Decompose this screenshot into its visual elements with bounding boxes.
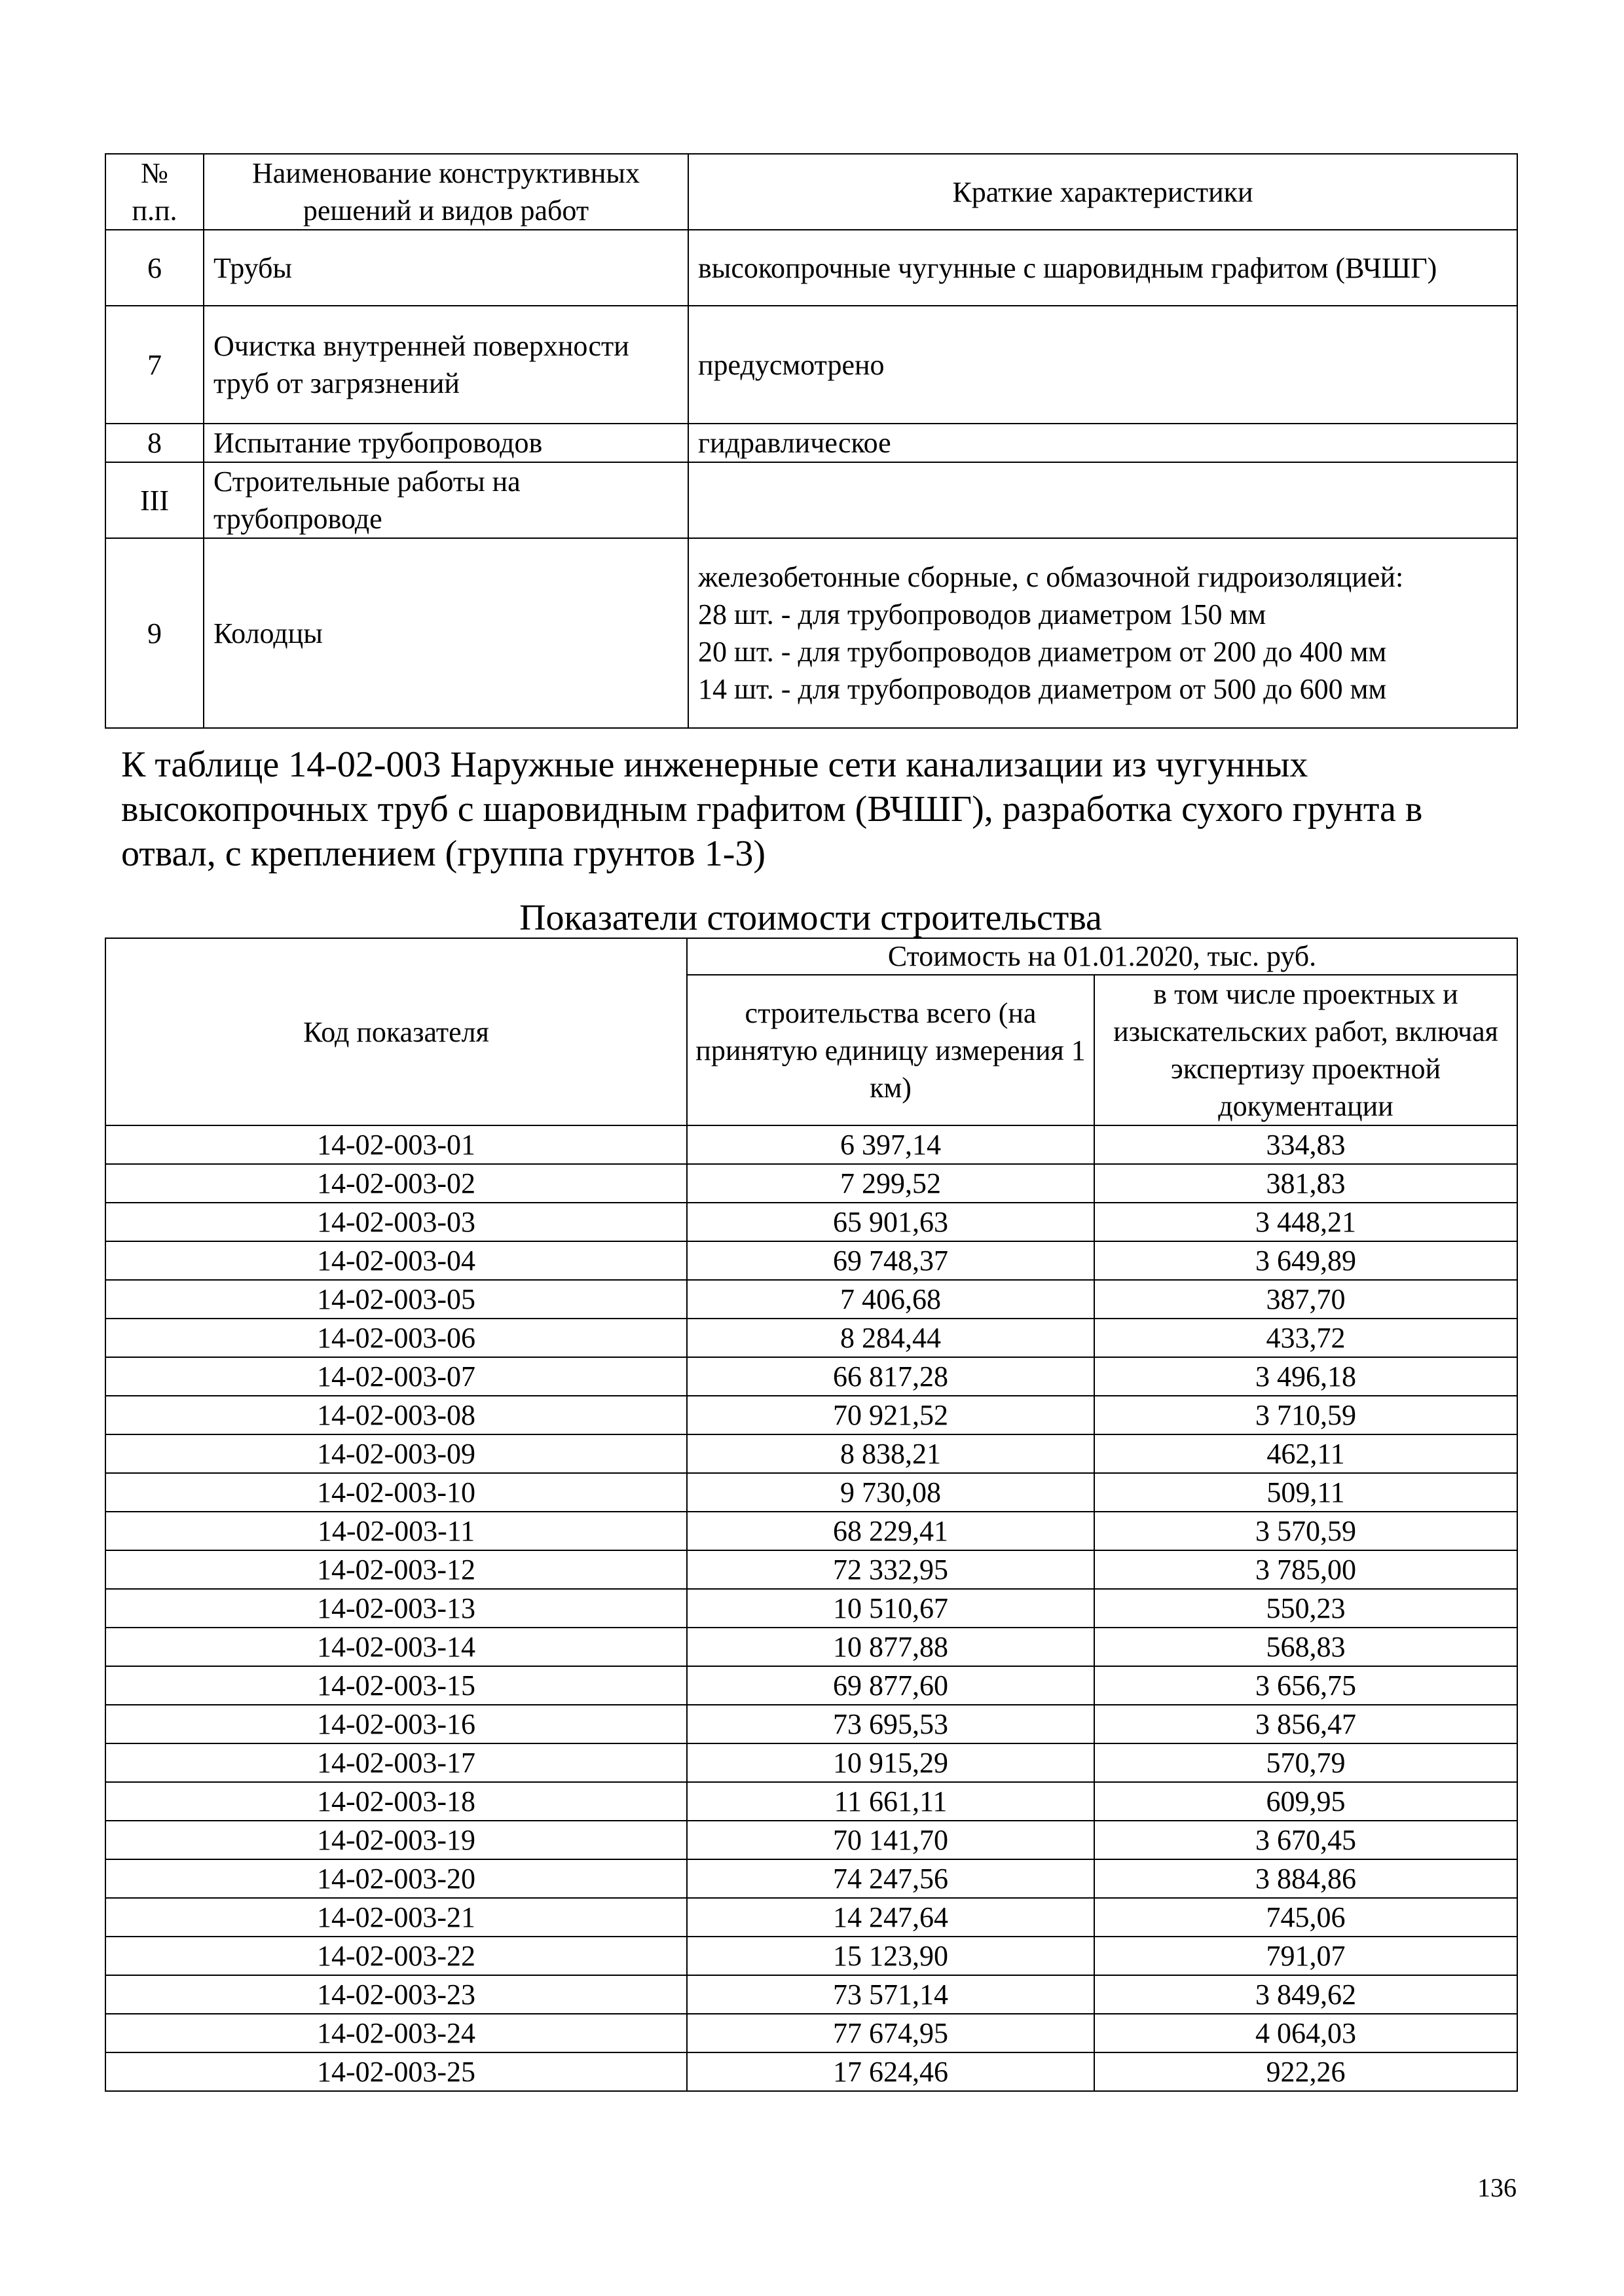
total-cost-value: 65 901,63	[687, 1203, 1094, 1241]
design-cost-value: 334,83	[1094, 1125, 1517, 1164]
design-cost-value: 922,26	[1094, 2052, 1517, 2091]
design-cost-value: 3 670,45	[1094, 1821, 1517, 1859]
table2-header-row	[105, 938, 1517, 975]
design-cost-value: 387,70	[1094, 1280, 1517, 1319]
indicator-code: 14-02-003-11	[105, 1512, 687, 1550]
design-cost-value: 462,11	[1094, 1434, 1517, 1473]
row-number: 7	[105, 306, 204, 424]
table-row	[105, 1550, 1517, 1589]
indicator-code: 14-02-003-15	[105, 1666, 687, 1705]
indicator-code: 14-02-003-08	[105, 1396, 687, 1434]
table-row	[105, 1666, 1517, 1705]
header-characteristics: Краткие характеристики	[688, 154, 1517, 230]
indicator-code: 14-02-003-24	[105, 2014, 687, 2052]
total-cost-value: 73 695,53	[687, 1705, 1094, 1743]
table-row	[105, 1898, 1517, 1937]
total-cost-value: 10 877,88	[687, 1628, 1094, 1666]
table-row	[105, 1975, 1517, 2014]
indicator-code: 14-02-003-20	[105, 1859, 687, 1898]
total-cost-value: 7 406,68	[687, 1280, 1094, 1319]
design-cost-value: 3 496,18	[1094, 1357, 1517, 1396]
row-work-name: Испытание трубопроводов	[204, 424, 688, 462]
total-cost-value: 10 915,29	[687, 1743, 1094, 1782]
table-row	[105, 1280, 1517, 1319]
table-row	[105, 1782, 1517, 1821]
design-cost-value: 3 884,86	[1094, 1859, 1517, 1898]
indicator-code: 14-02-003-10	[105, 1473, 687, 1512]
cost-indicators-table	[105, 938, 1518, 2092]
table-row	[105, 1705, 1517, 1743]
indicator-code: 14-02-003-06	[105, 1319, 687, 1357]
row-number: 8	[105, 424, 204, 462]
characteristic-line: гидравлическое	[698, 427, 891, 459]
table-row	[105, 306, 1517, 424]
indicator-code: 14-02-003-16	[105, 1705, 687, 1743]
total-cost-value: 66 817,28	[687, 1357, 1094, 1396]
design-cost-value: 3 710,59	[1094, 1396, 1517, 1434]
header-num: № п.п.	[105, 154, 204, 230]
table-row	[105, 1473, 1517, 1512]
table-row	[105, 230, 1517, 306]
table-row	[105, 1628, 1517, 1666]
indicator-code: 14-02-003-22	[105, 1937, 687, 1975]
page-number: 136	[1477, 2173, 1517, 2202]
design-cost-value: 570,79	[1094, 1743, 1517, 1782]
design-cost-value: 381,83	[1094, 1164, 1517, 1203]
characteristic-line: предусмотрено	[698, 348, 885, 381]
table-row	[105, 538, 1517, 728]
header-cost-group: Стоимость на 01.01.2020, тыс. руб.	[687, 938, 1517, 975]
total-cost-value: 10 510,67	[687, 1589, 1094, 1628]
total-cost-value: 11 661,11	[687, 1782, 1094, 1821]
header-code: Код показателя	[105, 938, 687, 1125]
total-cost-value: 15 123,90	[687, 1937, 1094, 1975]
table-row	[105, 1164, 1517, 1203]
total-cost-value: 6 397,14	[687, 1125, 1094, 1164]
table-row	[105, 2052, 1517, 2091]
design-cost-value: 433,72	[1094, 1319, 1517, 1357]
design-cost-value: 791,07	[1094, 1937, 1517, 1975]
indicator-code: 14-02-003-05	[105, 1280, 687, 1319]
design-cost-value: 4 064,03	[1094, 2014, 1517, 2052]
indicator-code: 14-02-003-25	[105, 2052, 687, 2091]
design-cost-value: 3 448,21	[1094, 1203, 1517, 1241]
total-cost-value: 69 877,60	[687, 1666, 1094, 1705]
indicator-code: 14-02-003-12	[105, 1550, 687, 1589]
table-row	[105, 1821, 1517, 1859]
table-row	[105, 462, 1517, 538]
characteristic-line: 20 шт. - для трубопроводов диаметром от 200 до 400 мм	[698, 636, 1387, 668]
section-heading: К таблице 14-02-003 Наружные инженерные сети канализации из чугунных высокопрочных труб с шаровидным графитом (ВЧШГ), разработка сухого грунта в отвал, с креплением (группа грунтов 1-3)	[121, 744, 1423, 874]
indicator-code: 14-02-003-19	[105, 1821, 687, 1859]
header-name: Наименование конструктивных решений и видов работ	[204, 154, 688, 230]
table2-body	[105, 1125, 1517, 2091]
characteristic-line: железобетонные сборные, с обмазочной гидроизоляцией:	[698, 561, 1404, 593]
total-cost-value: 70 141,70	[687, 1821, 1094, 1859]
row-characteristics	[688, 230, 1517, 306]
table-caption: Показатели стоимости строительства	[519, 898, 1102, 938]
total-cost-value: 68 229,41	[687, 1512, 1094, 1550]
design-cost-value: 745,06	[1094, 1898, 1517, 1937]
total-cost-value: 73 571,14	[687, 1975, 1094, 2014]
design-cost-value: 509,11	[1094, 1473, 1517, 1512]
table-row	[105, 1241, 1517, 1280]
row-work-name: Строительные работы на трубопроводе	[204, 462, 688, 538]
characteristic-line: 14 шт. - для трубопроводов диаметром от 500 до 600 мм	[698, 673, 1387, 705]
row-work-name: Очистка внутренней поверхности труб от загрязнений	[204, 306, 688, 424]
row-number: III	[105, 462, 204, 538]
table-row	[105, 1743, 1517, 1782]
indicator-code: 14-02-003-04	[105, 1241, 687, 1280]
row-characteristics	[688, 462, 1517, 538]
table-row	[105, 1937, 1517, 1975]
total-cost-value: 77 674,95	[687, 2014, 1094, 2052]
row-work-name: Трубы	[204, 230, 688, 306]
table-row	[105, 424, 1517, 462]
row-characteristics	[688, 306, 1517, 424]
total-cost-value: 8 838,21	[687, 1434, 1094, 1473]
design-cost-value: 3 785,00	[1094, 1550, 1517, 1589]
design-cost-value: 609,95	[1094, 1782, 1517, 1821]
design-cost-value: 3 649,89	[1094, 1241, 1517, 1280]
indicator-code: 14-02-003-01	[105, 1125, 687, 1164]
design-cost-value: 3 856,47	[1094, 1705, 1517, 1743]
design-cost-value: 3 849,62	[1094, 1975, 1517, 2014]
design-cost-value: 3 570,59	[1094, 1512, 1517, 1550]
row-number: 9	[105, 538, 204, 728]
header-design-cost: в том числе проектных и изыскательских работ, включая экспертизу проектной документации	[1094, 975, 1517, 1125]
indicator-code: 14-02-003-14	[105, 1628, 687, 1666]
indicator-code: 14-02-003-13	[105, 1589, 687, 1628]
indicator-code: 14-02-003-21	[105, 1898, 687, 1937]
total-cost-value: 14 247,64	[687, 1898, 1094, 1937]
total-cost-value: 74 247,56	[687, 1859, 1094, 1898]
table-row	[105, 1396, 1517, 1434]
table-row	[105, 1589, 1517, 1628]
total-cost-value: 70 921,52	[687, 1396, 1094, 1434]
indicator-code: 14-02-003-02	[105, 1164, 687, 1203]
total-cost-value: 17 624,46	[687, 2052, 1094, 2091]
table-row	[105, 1434, 1517, 1473]
table-row	[105, 1125, 1517, 1164]
header-total-cost: строительства всего (на принятую единицу измерения 1 км)	[687, 975, 1094, 1125]
indicator-code: 14-02-003-09	[105, 1434, 687, 1473]
total-cost-value: 8 284,44	[687, 1319, 1094, 1357]
characteristic-line: 28 шт. - для трубопроводов диаметром 150 мм	[698, 598, 1266, 630]
total-cost-value: 9 730,08	[687, 1473, 1094, 1512]
table-row	[105, 1859, 1517, 1898]
table-row	[105, 1319, 1517, 1357]
indicator-code: 14-02-003-07	[105, 1357, 687, 1396]
table1-header-row	[105, 154, 1517, 230]
indicator-code: 14-02-003-17	[105, 1743, 687, 1782]
indicator-code: 14-02-003-18	[105, 1782, 687, 1821]
table1-body	[105, 230, 1517, 728]
construction-solutions-table	[105, 153, 1518, 729]
row-work-name: Колодцы	[204, 538, 688, 728]
design-cost-value: 568,83	[1094, 1628, 1517, 1666]
total-cost-value: 7 299,52	[687, 1164, 1094, 1203]
indicator-code: 14-02-003-23	[105, 1975, 687, 2014]
row-characteristics	[688, 424, 1517, 462]
table-row	[105, 1512, 1517, 1550]
table-row	[105, 1357, 1517, 1396]
design-cost-value: 550,23	[1094, 1589, 1517, 1628]
row-number: 6	[105, 230, 204, 306]
indicator-code: 14-02-003-03	[105, 1203, 687, 1241]
design-cost-value: 3 656,75	[1094, 1666, 1517, 1705]
total-cost-value: 69 748,37	[687, 1241, 1094, 1280]
row-characteristics	[688, 538, 1517, 728]
table-row	[105, 2014, 1517, 2052]
table-row	[105, 1203, 1517, 1241]
total-cost-value: 72 332,95	[687, 1550, 1094, 1589]
characteristic-line: высокопрочные чугунные с шаровидным графитом (ВЧШГ)	[698, 251, 1437, 284]
